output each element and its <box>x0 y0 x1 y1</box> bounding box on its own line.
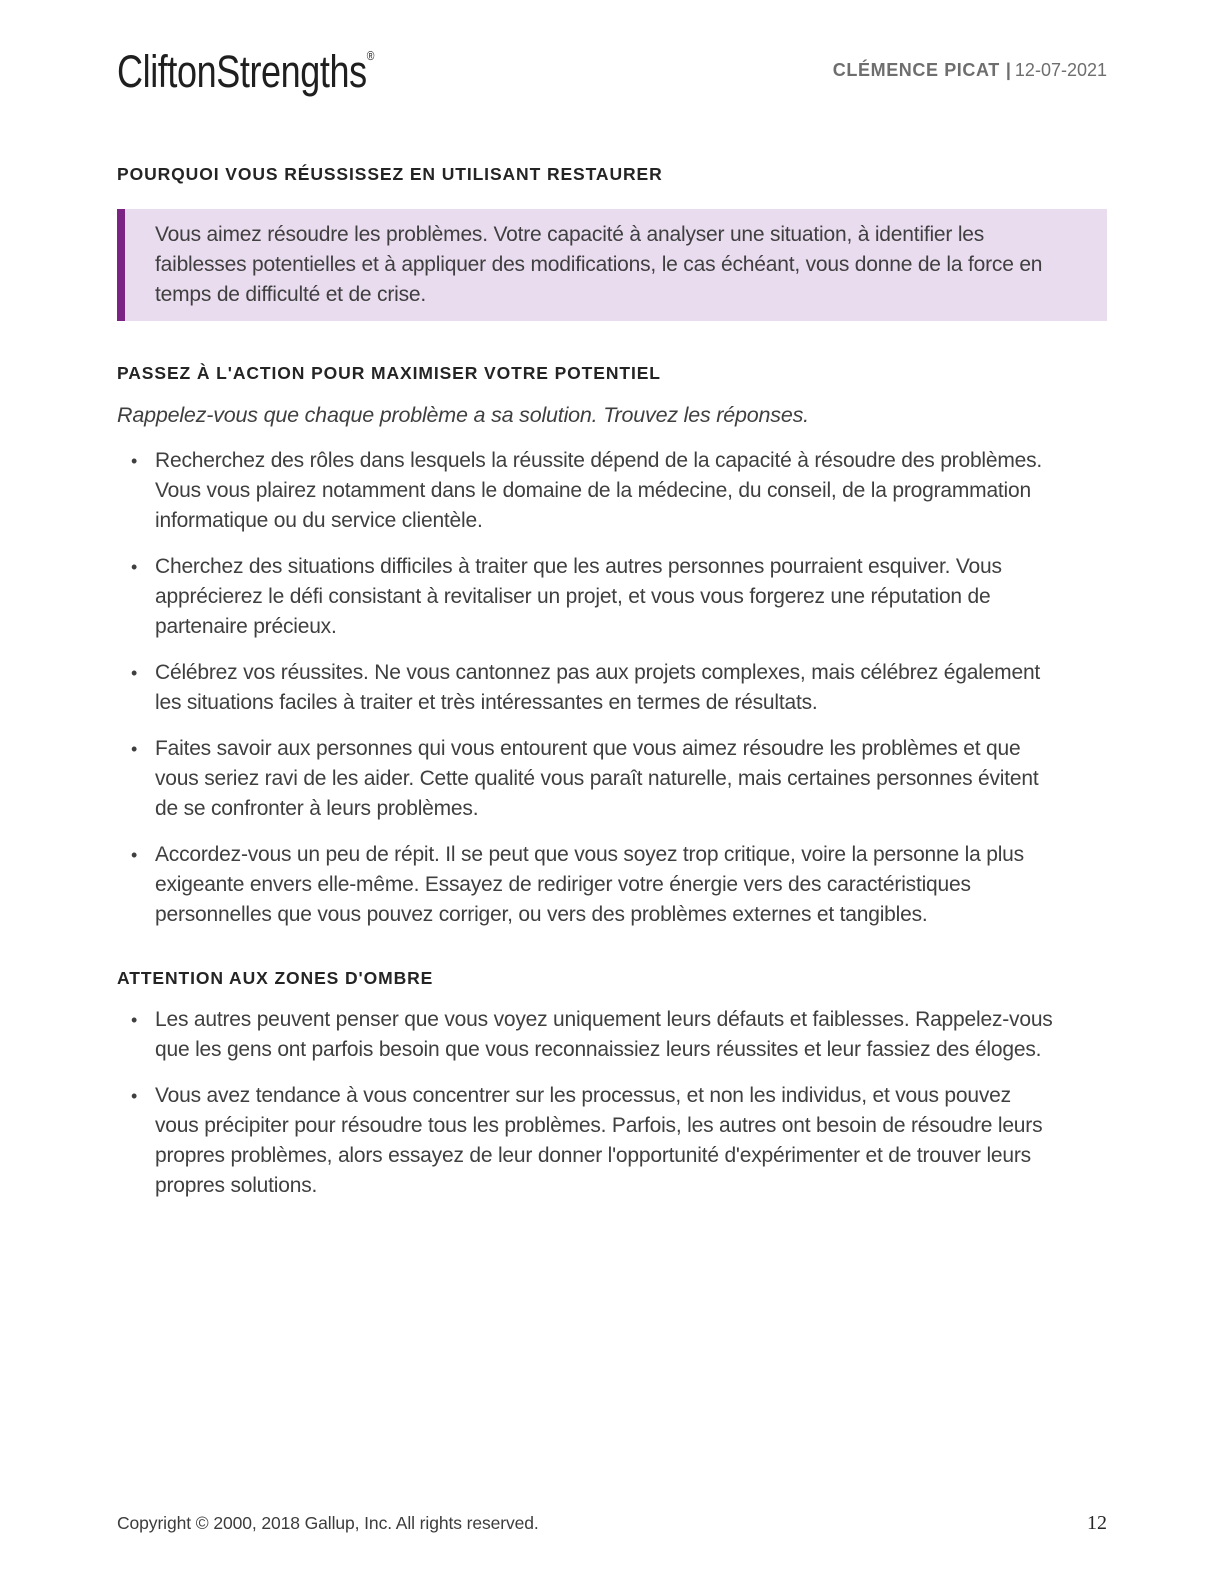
bullet-icon: • <box>131 557 138 577</box>
list-item-text: Célébrez vos réussites. Ne vous cantonnez pas aux projets complexes, mais célébrez également les situations faciles à traiter et très intéressantes en termes de résultats. <box>155 661 1041 714</box>
report-meta <box>833 60 1107 81</box>
list-item <box>117 552 1107 642</box>
bullet-icon: • <box>131 1010 138 1030</box>
list-item-text: Faites savoir aux personnes qui vous entourent que vous aimez résoudre les problèmes et que vous seriez ravi de les aider. Cette qualité vous paraît naturelle, mais certaines personnes évitent de se confronter à leurs problèmes. <box>155 737 1039 820</box>
report-content <box>0 164 1224 1201</box>
list-item-text: Les autres peuvent penser que vous voyez uniquement leurs défauts et faiblesses. Rappelez-vous que les gens ont parfois besoin que vous reconnaissiez leurs réussites et leur fassiez des éloges. <box>155 1008 1053 1061</box>
list-item-text: Recherchez des rôles dans lesquels la réussite dépend de la capacité à résoudre des problèmes. Vous vous plairez notamment dans le domaine de la médecine, du conseil, de la programmation informatique ou du service clientèle. <box>155 449 1043 532</box>
meta-separator: | <box>1005 60 1011 80</box>
bullet-icon: • <box>131 663 138 683</box>
bullet-icon: • <box>131 739 138 759</box>
list-item-text: Vous avez tendance à vous concentrer sur les processus, et non les individus, et vous pouvez vous précipiter pour résoudre tous les problèmes. Parfois, les autres ont besoin de résoudre leurs propres problèmes, alors essayez de leur donner l'opportunité d'expérimenter et de trouver leurs propres solutions. <box>155 1084 1043 1197</box>
list-item <box>117 658 1107 718</box>
list-item <box>117 734 1107 824</box>
bullet-icon: • <box>131 845 138 865</box>
cliftonstrengths-logo <box>117 46 374 98</box>
list-item-text: Cherchez des situations difficiles à traiter que les autres personnes pourraient esquiver. Vous apprécierez le défi consistant à revitaliser un projet, et vous vous forgerez une réputation de partenaire précieux. <box>155 555 1002 638</box>
list-item <box>117 1005 1107 1065</box>
copyright-text: Copyright © 2000, 2018 Gallup, Inc. All rights reserved. <box>117 1513 539 1533</box>
page-header <box>0 0 1224 98</box>
section-heading-blind-spots: ATTENTION AUX ZONES D'OMBRE <box>117 968 434 988</box>
blind-spots-list <box>117 1005 1107 1201</box>
callout-text: Vous aimez résoudre les problèmes. Votre capacité à analyser une situation, à identifier les faiblesses potentielles et à appliquer des modifications, le cas échéant, vous donne de la force en temps de difficulté et de crise. <box>155 223 1043 306</box>
list-item <box>117 1081 1107 1201</box>
person-name: CLÉMENCE PICAT <box>832 60 1000 80</box>
bullet-icon: • <box>131 1086 138 1106</box>
section-intro-italic: Rappelez-vous que chaque problème a sa solution. Trouvez les réponses. <box>117 403 809 427</box>
strength-summary-callout <box>117 209 1107 321</box>
report-date: 12-07-2021 <box>1014 60 1107 80</box>
registered-trademark-icon: ® <box>366 48 375 63</box>
take-action-list <box>117 446 1107 930</box>
logo-text: CliftonStrengths <box>117 46 367 97</box>
list-item-text: Accordez-vous un peu de répit. Il se peut que vous soyez trop critique, voire la personne la plus exigeante envers elle-même. Essayez de rediriger votre énergie vers des caractéristiques personnelles que vous pouvez corriger, ou vers des problèmes externes et tangibles. <box>155 843 1024 926</box>
section-heading-take-action: PASSEZ À L'ACTION POUR MAXIMISER VOTRE POTENTIEL <box>117 363 661 383</box>
page-footer <box>117 1512 1107 1535</box>
section-heading-why-you-succeed: POURQUOI VOUS RÉUSSISSEZ EN UTILISANT RESTAURER <box>117 164 663 184</box>
list-item <box>117 446 1107 536</box>
bullet-icon: • <box>131 451 138 471</box>
list-item <box>117 840 1107 930</box>
page-number: 12 <box>1087 1512 1107 1534</box>
